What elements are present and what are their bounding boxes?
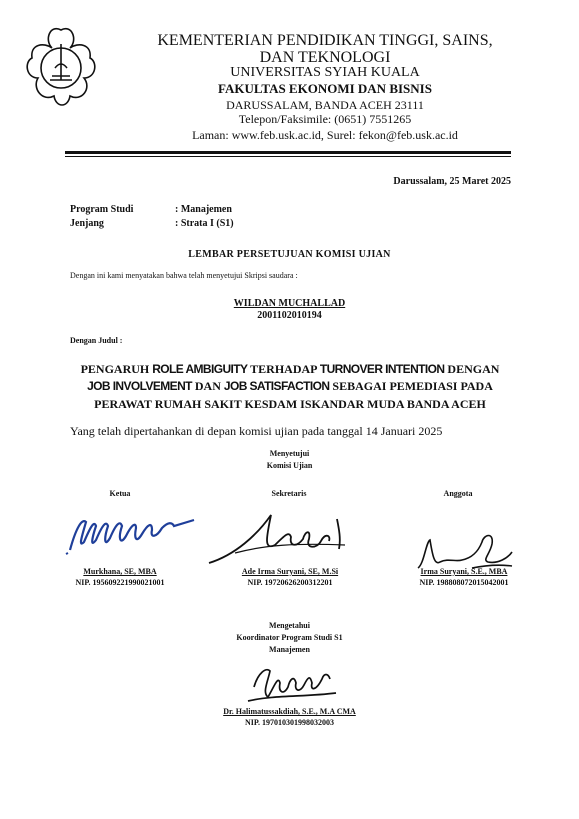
thesis-term-3: JOB INVOLVEMENT bbox=[87, 379, 192, 394]
coordinator-role: Koordinator Program Studi S1 bbox=[236, 633, 343, 642]
thesis-text-6: PERAWAT RUMAH SAKIT KESDAM ISKANDAR MUDA BANDA ACEH bbox=[94, 396, 486, 411]
ministry-line-1: KEMENTERIAN PENDIDIKAN TINGGI, SAINS, bbox=[157, 32, 493, 49]
judul-label: Dengan Judul : bbox=[70, 336, 123, 345]
faculty-address: DARUSSALAM, BANDA ACEH 23111 bbox=[226, 98, 424, 112]
thesis-title bbox=[70, 361, 510, 413]
thesis-term-4: JOB SATISFACTION bbox=[223, 379, 330, 394]
coordinator-name: Dr. Halimatussakdiah, S.E., M.A CMA bbox=[223, 707, 356, 716]
secretary-name: Ade Irma Suryani, SE, M.Si bbox=[241, 567, 339, 576]
university-logo bbox=[22, 22, 100, 112]
ministry-line-2: DAN TEKNOLOGI bbox=[259, 49, 391, 66]
thesis-text-5: SEBAGAI PEMEDIASI PADA bbox=[329, 379, 493, 394]
student-name: WILDAN MUCHALLAD bbox=[233, 298, 346, 309]
thesis-text-2: TERHADAP bbox=[247, 362, 320, 376]
faculty-phone: Telepon/Faksimile: (0651) 7551265 bbox=[238, 112, 412, 126]
faculty-web: Laman: www.feb.usk.ac.id, Surel: fekon@feb.usk.ac.id bbox=[192, 128, 458, 142]
role-chair: Ketua bbox=[109, 489, 131, 498]
document-title: LEMBAR PERSETUJUAN KOMISI UJIAN bbox=[188, 249, 391, 260]
letter-date: Darussalam, 25 Maret 2025 bbox=[393, 176, 511, 187]
thesis-term-2: TURNOVER INTENTION bbox=[319, 362, 445, 376]
thesis-term-1: ROLE AMBIGUITY bbox=[152, 362, 248, 376]
role-member: Anggota bbox=[443, 489, 473, 498]
thesis-text-1: PENGARUH bbox=[80, 362, 153, 376]
intro-statement: Dengan ini kami menyatakan bahwa telah menyetujui Skripsi saudara : bbox=[70, 271, 298, 280]
coordinator-program: Manajemen bbox=[269, 645, 310, 654]
field-label-level: Jenjang bbox=[70, 218, 104, 229]
chair-name: Murkhana, SE, MBA bbox=[83, 567, 157, 576]
field-value-level: : Strata I (S1) bbox=[175, 218, 234, 229]
chair-signature bbox=[64, 508, 204, 558]
header-rule-thick bbox=[65, 151, 511, 154]
chair-nip: NIP. 195609221990021001 bbox=[75, 578, 165, 587]
secretary-signature bbox=[205, 505, 355, 567]
faculty-name: FAKULTAS EKONOMI DAN BISNIS bbox=[218, 81, 432, 96]
thesis-text-4: DAN bbox=[191, 379, 224, 394]
field-value-program: : Manajemen bbox=[175, 204, 232, 215]
field-label-program: Program Studi bbox=[70, 204, 134, 215]
thesis-text-3: DENGAN bbox=[444, 362, 500, 376]
member-nip: NIP. 198808072015042001 bbox=[419, 578, 509, 587]
university-name: UNIVERSITAS SYIAH KUALA bbox=[230, 65, 420, 80]
student-nim: 2001102010194 bbox=[257, 310, 322, 321]
header-rule-thin bbox=[65, 156, 511, 157]
coordinator-signature bbox=[244, 657, 340, 707]
committee-label: Komisi Ujian bbox=[266, 461, 313, 470]
committee-approve: Menyetujui bbox=[269, 449, 310, 458]
member-name: Irma Suryani, S.E., MBA bbox=[420, 567, 508, 576]
role-secretary: Sekretaris bbox=[271, 489, 307, 498]
defense-statement: Yang telah dipertahankan di depan komisi ujian pada tanggal 14 Januari 2025 bbox=[70, 424, 443, 438]
secretary-nip: NIP. 19720626200312201 bbox=[247, 578, 333, 587]
coordinator-acknowledge: Mengetahui bbox=[269, 621, 310, 630]
coordinator-nip: NIP. 197010301998032003 bbox=[244, 718, 335, 727]
